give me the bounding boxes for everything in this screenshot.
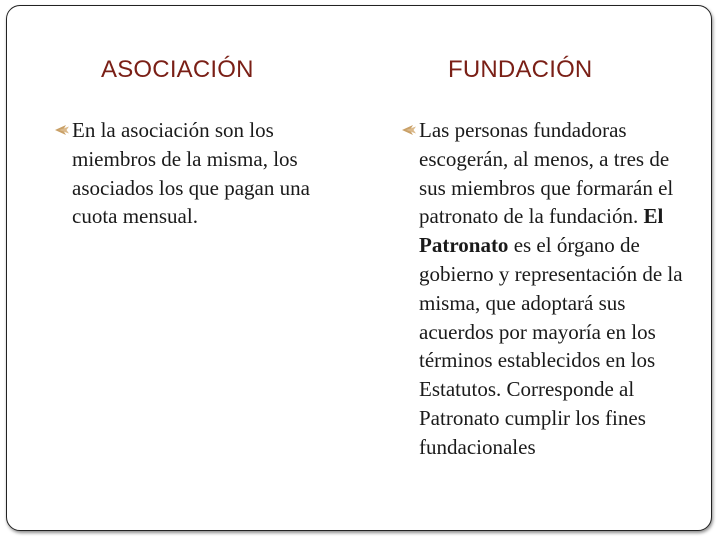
bullet-fundacion-bold: El Patronato [419,204,664,258]
bullet-fundacion-text-2: es el órgano de gobierno y representación de la misma, que adoptará sus acuerdos por mayoría en los términos establecidos en los Estatutos. Corresponde al Patronato cumplir los fines fundacionales [419,233,683,459]
dingbat-bullet-icon [400,121,418,139]
heading-fundacion: FUNDACIÓN [448,56,593,83]
bullet-fundacion [419,116,691,462]
dingbat-bullet-icon [53,121,71,139]
heading-asociacion: ASOCIACIÓN [101,56,254,83]
bullet-asociacion-text: En la asociación son los miembros de la misma, los asociados los que pagan una cuota mensual. [72,118,310,229]
bullet-fundacion-text-1: Las personas fundadoras escogerán, al menos, a tres de sus miembros que formarán el patronato de la fundación. [419,118,674,229]
bullet-asociacion [72,116,334,231]
